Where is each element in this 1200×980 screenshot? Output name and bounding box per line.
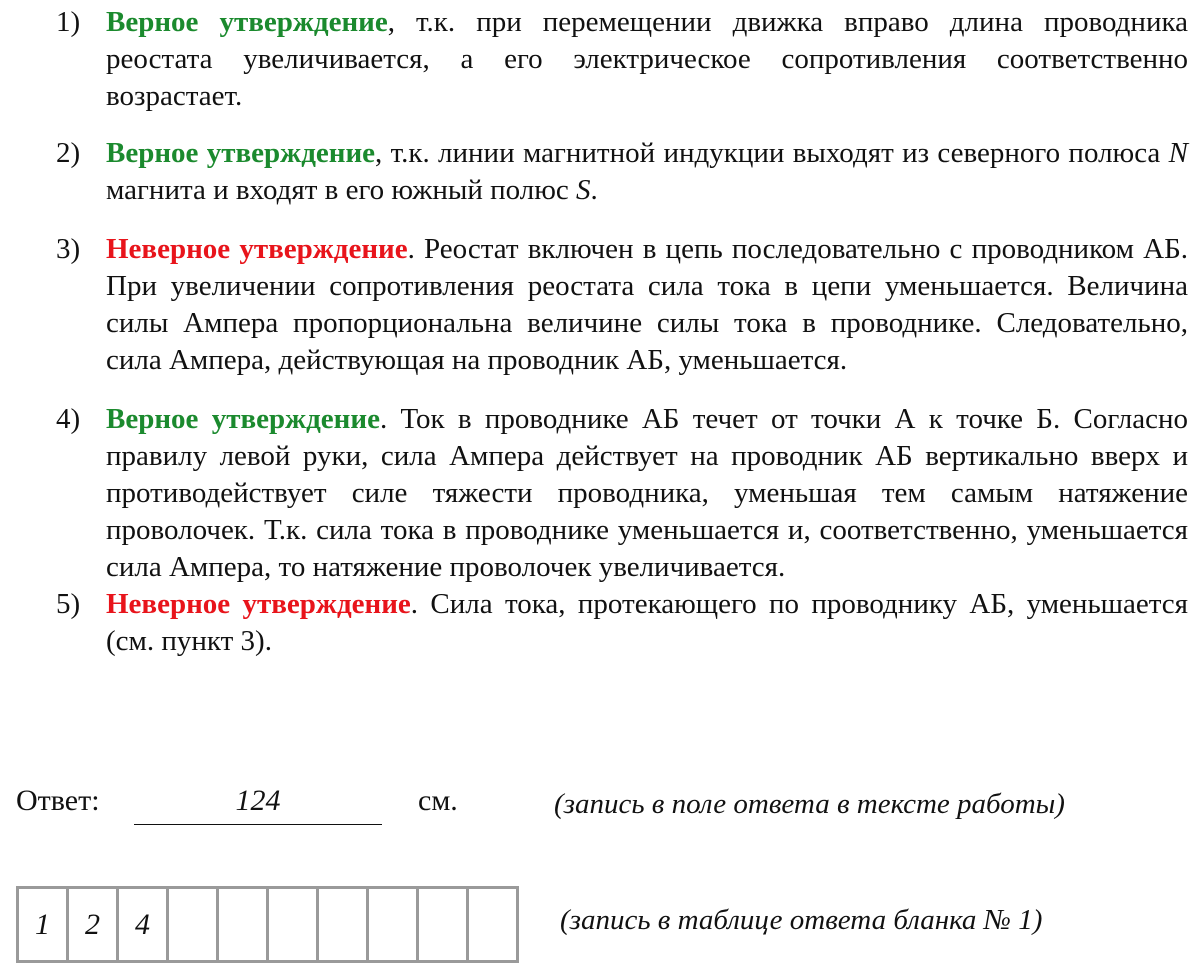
- pole-north-symbol: N: [1168, 137, 1188, 169]
- answer-unit: см.: [418, 784, 458, 817]
- statement-2: [56, 135, 1188, 209]
- answer-cell: 1: [19, 889, 66, 960]
- answer-note: (запись в поле ответа в тексте работы): [554, 788, 1065, 820]
- statement-text: .: [590, 174, 598, 206]
- answer-grid: [16, 886, 519, 963]
- answer-cell: [369, 889, 416, 960]
- solution-list: [56, 4, 1188, 660]
- verdict-incorrect: Неверное утверждение: [106, 233, 408, 265]
- answer-line: [16, 784, 1188, 834]
- answer-cell: [469, 889, 516, 960]
- answer-cell: [319, 889, 366, 960]
- pole-south-symbol: S: [576, 174, 591, 206]
- answer-grid-row: [16, 886, 1188, 966]
- statement-text: магнита и входят в его южный полюс: [106, 174, 577, 206]
- statement-number: 3): [56, 233, 81, 265]
- grid-note: (запись в таблице ответа бланка № 1): [560, 904, 1043, 936]
- statement-text: . Реостат включен в цепь последовательно с проводником АБ. При увеличении сопротивления реостата сила тока в цепи уменьшается. Величина силы Ампера пропорциональна величине силы тока в проводнике. Следовательно, сила Ампера, действующая на проводник АБ, уменьшается.: [106, 233, 1189, 376]
- statement-3: [56, 231, 1188, 379]
- statement-number: 1): [56, 6, 81, 38]
- verdict-incorrect: Неверное утверждение: [106, 588, 411, 620]
- answer-cell: [169, 889, 216, 960]
- statement-1: [56, 4, 1188, 115]
- answer-cell: [269, 889, 316, 960]
- statement-text: , т.к. линии магнитной индукции выходят из северного полюса: [375, 137, 1169, 169]
- verdict-correct: Верное утверждение: [106, 137, 376, 169]
- statement-4: [56, 401, 1188, 586]
- answer-cell: 2: [69, 889, 116, 960]
- statement-5: [56, 586, 1188, 660]
- verdict-correct: Верное утверждение: [106, 6, 388, 38]
- statement-number: 2): [56, 137, 81, 169]
- answer-cell: [219, 889, 266, 960]
- statement-number: 5): [56, 588, 81, 620]
- answer-label: Ответ:: [16, 784, 100, 817]
- statement-text: . Ток в проводнике АБ течет от точки А к точке Б. Согласно правилу левой руки, сила Ампера действует на проводник АБ вертикально вверх и противодействует силе тяжести проводника, уменьшая тем самым натяжение проволочек. Т.к. сила тока в проводнике уменьшается и, соответственно, уменьшается сила Ампера, то натяжение проволочек увеличивается.: [106, 403, 1188, 583]
- statement-number: 4): [56, 403, 81, 435]
- answer-field: 124: [134, 784, 382, 825]
- verdict-correct: Верное утверждение: [106, 403, 380, 435]
- statement-text: . Сила тока, протекающего по проводнику АБ, уменьшается (см. пункт 3).: [106, 588, 1188, 657]
- answer-cell: 4: [119, 889, 166, 960]
- answer-cell: [419, 889, 466, 960]
- statement-text: , т.к. при перемещении движка вправо длина проводника реостата увеличивается, а его электрическое сопротивления соответственно возрастает.: [106, 6, 1188, 112]
